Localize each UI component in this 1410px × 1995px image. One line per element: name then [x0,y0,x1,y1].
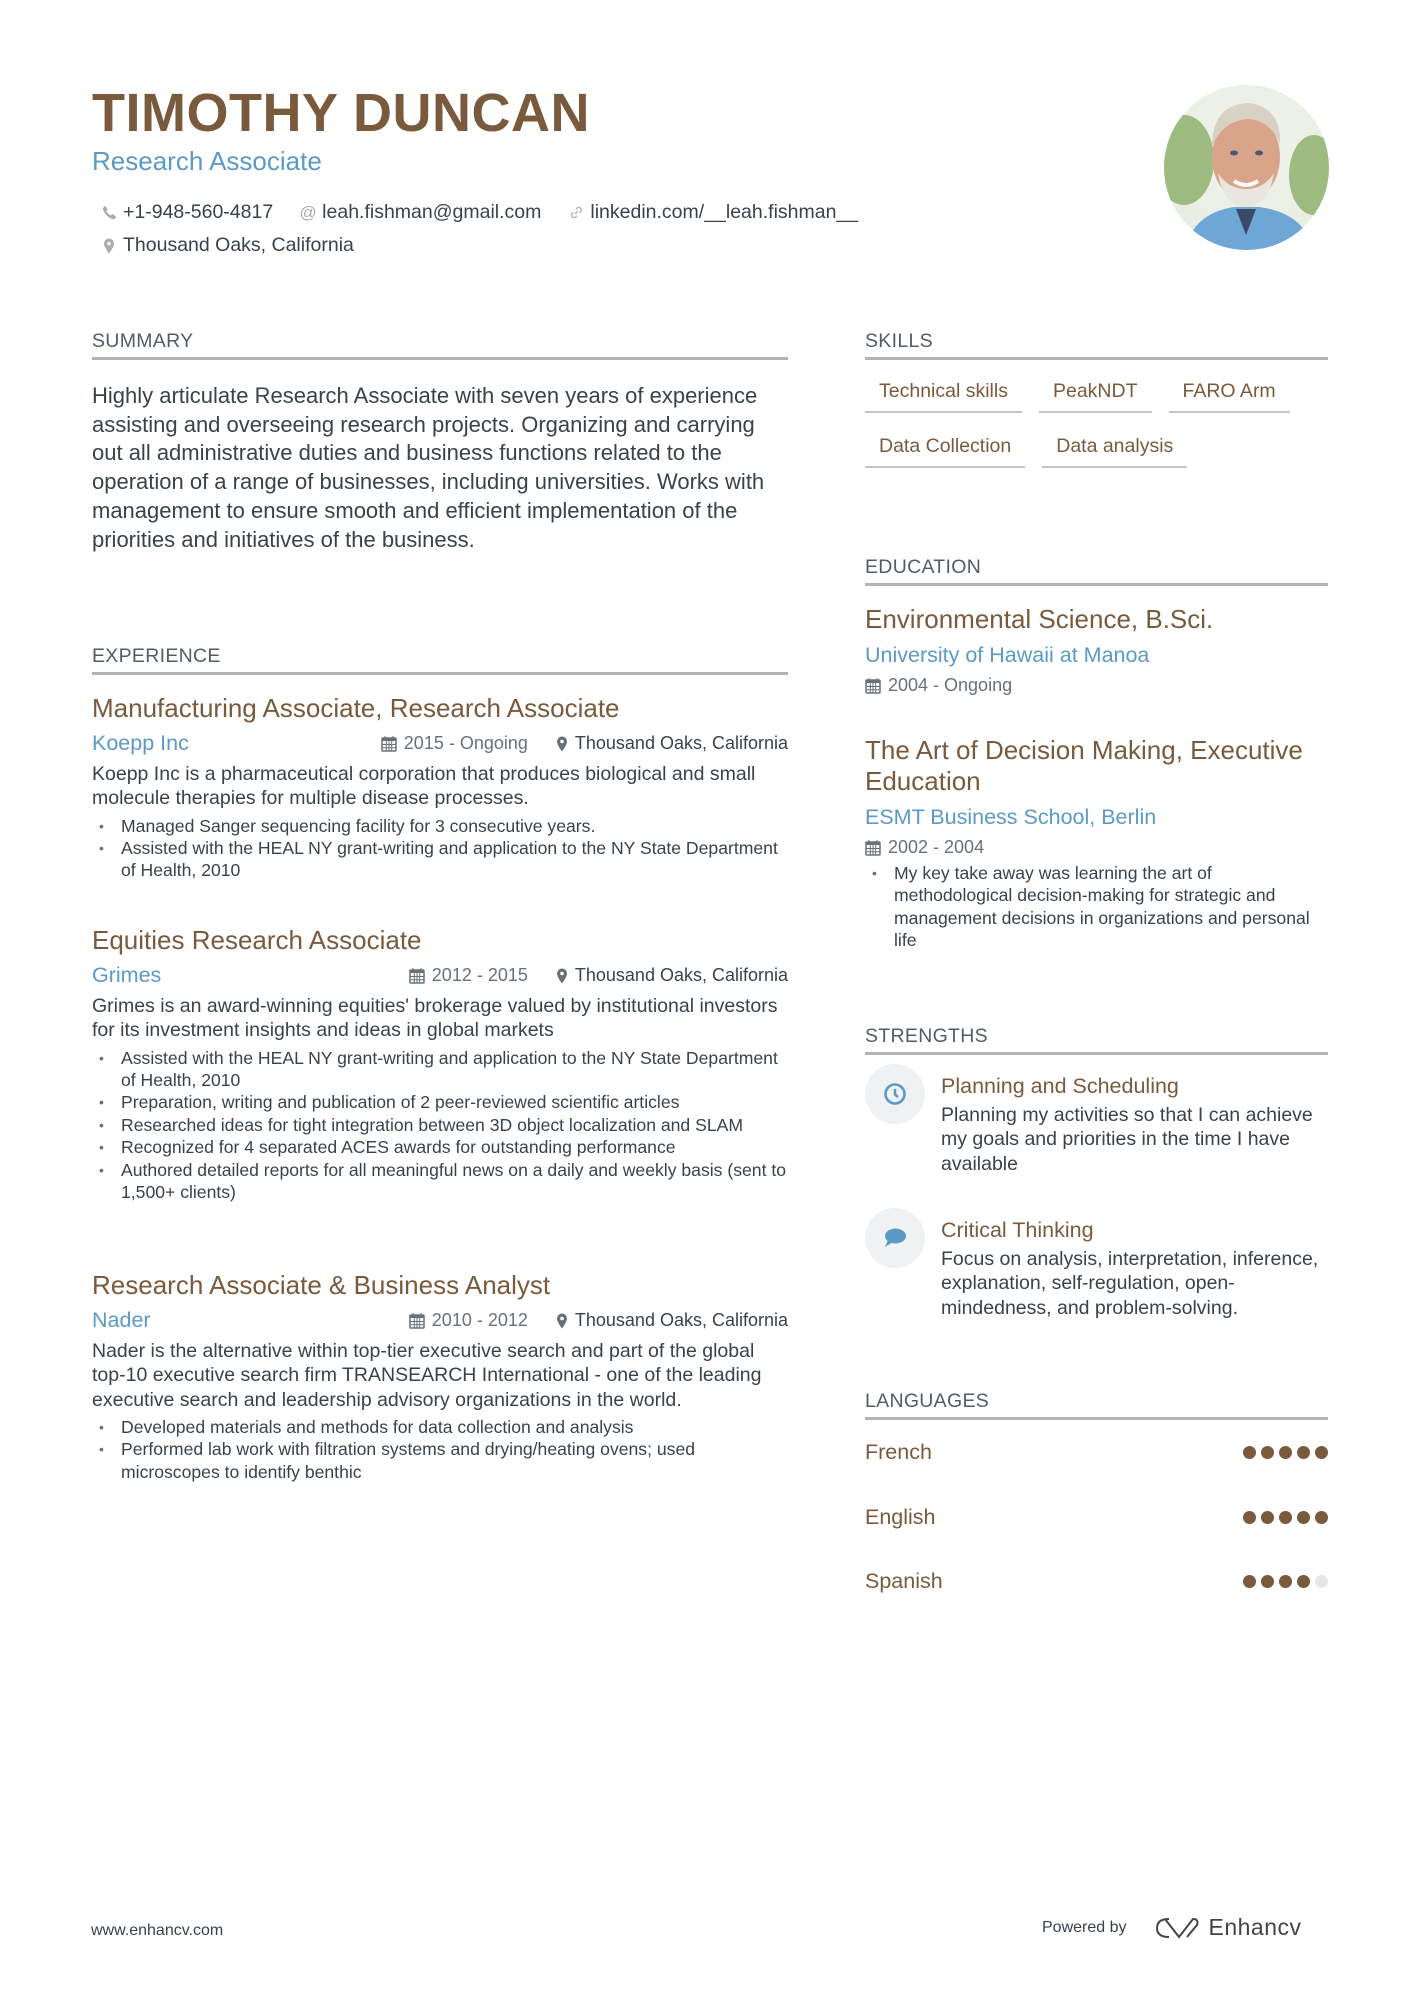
calendar-icon [409,967,425,984]
job-title: Research Associate & Business Analyst [92,1270,551,1300]
job-dates: 2012 - 2015 [431,965,528,985]
job-location: Thousand Oaks, California [574,733,788,753]
job-bullet: • Recognized for 4 separated ACES awards for outstanding performance [92,1136,788,1158]
contact-row [100,201,884,224]
clock-icon [865,1064,925,1124]
edu-dates: 2004 - Ongoing [888,675,1013,695]
section-title-skills: SKILLS [865,330,1328,360]
job-bullet: • Researched ideas for tight integration between 3D object localization and SLAM [92,1114,788,1136]
avatar [1164,85,1329,250]
summary-section [92,330,788,554]
skill-tag: Data analysis [1042,435,1187,468]
linkedin-text: linkedin.com/__leah.fishman__ [590,201,859,223]
skill-tag: Data Collection [865,435,1025,468]
strength-description: Planning my activities so that I can achieve my goals and priorities in the time I have available [941,1104,1313,1175]
strength-description: Focus on analysis, interpretation, inference, explanation, self-regulation, open-mindedness, and problem-solving. [941,1248,1319,1319]
candidate-title: Research Associate [92,146,322,176]
contact-phone[interactable] [100,201,273,224]
calendar-icon [865,677,881,694]
contact-linkedin[interactable] [567,201,858,224]
skill-tag: Technical skills [865,380,1022,413]
company-name: Nader [92,1308,151,1332]
languages-section [865,1390,1328,1420]
company-name: Koepp Inc [92,731,189,755]
language-name: French [865,1440,932,1464]
at-icon: @ [299,202,317,222]
job-title: Manufacturing Associate, Research Associate [92,693,620,723]
section-title-education: EDUCATION [865,556,1328,586]
language-level [1238,1575,1328,1588]
job-description: Grimes is an award-winning equities' brokerage valued by institutional investors for its investment insights and ideas in global markets [92,995,778,1042]
enhancv-logo[interactable] [1153,1914,1302,1941]
skill-tag: PeakNDT [1039,380,1152,413]
job-description: Nader is the alternative within top-tier executive search and part of the global top-10 executive search firm TRANSEARCH International - one of the leading executive search and leadership advisory organizations in the world. [92,1340,762,1411]
job-location: Thousand Oaks, California [574,1310,788,1330]
strengths-section [865,1025,1328,1055]
candidate-name: TIMOTHY DUNCAN [92,83,590,143]
language-level [1238,1511,1328,1524]
edu-dates: 2002 - 2004 [888,837,985,857]
contact-location [100,234,354,257]
experience-section [92,645,788,675]
edu-school: University of Hawaii at Manoa [865,643,1150,667]
email-text: leah.fishman@gmail.com [322,201,542,223]
location-pin-icon [556,968,568,984]
skill-tag: FARO Arm [1169,380,1290,413]
strength-title: Critical Thinking [941,1218,1094,1242]
job-dates: 2015 - Ongoing [403,733,528,753]
contact-row-2 [100,234,380,257]
education-section [865,556,1328,586]
brand-name: Enhancv [1208,1914,1302,1940]
location-pin-icon [556,736,568,752]
job-location: Thousand Oaks, California [574,965,788,985]
job-bullet: • Developed materials and methods for data collection and analysis [92,1416,788,1438]
job-bullet: • Preparation, writing and publication of 2 peer-reviewed scientific articles [92,1091,788,1113]
phone-text: +1-948-560-4817 [123,201,274,223]
calendar-icon [381,735,397,752]
edu-school: ESMT Business School, Berlin [865,805,1157,829]
location-pin-icon [100,237,118,255]
powered-by [1042,1914,1302,1941]
summary-text: Highly articulate Research Associate with seven years of experience assisting and overseeing research projects. Organizing and carrying out all administrative duties and business functions related to the operation of a range of businesses, including universities. Works with management to ensure smooth and efficient implementation of the priorities and initiatives of the business. [92,383,765,552]
job-bullet: • Authored detailed reports for all meaningful news on a daily and weekly basis (sent to 1,500+ clients) [92,1159,788,1204]
section-title-experience: EXPERIENCE [92,645,788,675]
section-title-summary: SUMMARY [92,330,788,360]
language-name: English [865,1505,936,1529]
job-bullet: • Assisted with the HEAL NY grant-writing and application to the NY State Department of Health, 2010 [92,1047,788,1092]
job-bullet: • Assisted with the HEAL NY grant-writing and application to the NY State Department of Health, 2010 [92,837,788,882]
website-link[interactable]: www.enhancv.com [91,1922,224,1939]
company-name: Grimes [92,963,162,987]
location-text: Thousand Oaks, California [123,234,354,256]
job-title: Equities Research Associate [92,925,422,955]
language-level [1238,1446,1328,1459]
edu-bullet: • My key take away was learning the art of methodological decision-making for strategic and management decisions in organizations and personal life [865,862,1328,952]
job-dates: 2010 - 2012 [431,1310,528,1330]
skills-section [865,330,1328,490]
powered-by-label: Powered by [1042,1918,1127,1936]
job-description: Koepp Inc is a pharmaceutical corporation that produces biological and small molecule therapies for multiple disease processes. [92,763,756,810]
section-title-languages: LANGUAGES [865,1390,1328,1420]
section-title-strengths: STRENGTHS [865,1025,1328,1055]
location-pin-icon [556,1313,568,1329]
language-name: Spanish [865,1569,943,1593]
contact-email[interactable] [299,201,541,224]
link-icon [567,204,585,222]
edu-degree: Environmental Science, B.Sci. [865,604,1214,634]
speech-bubble-icon [865,1208,925,1268]
calendar-icon [865,839,881,856]
strength-title: Planning and Scheduling [941,1074,1179,1098]
job-bullet: • Performed lab work with filtration systems and drying/heating ovens; used microscopes to identify benthic [92,1438,788,1483]
calendar-icon [409,1312,425,1329]
edu-degree: The Art of Decision Making, Executive Education [865,735,1303,796]
phone-icon [100,204,118,222]
job-bullet: • Managed Sanger sequencing facility for 3 consecutive years. [92,815,788,837]
